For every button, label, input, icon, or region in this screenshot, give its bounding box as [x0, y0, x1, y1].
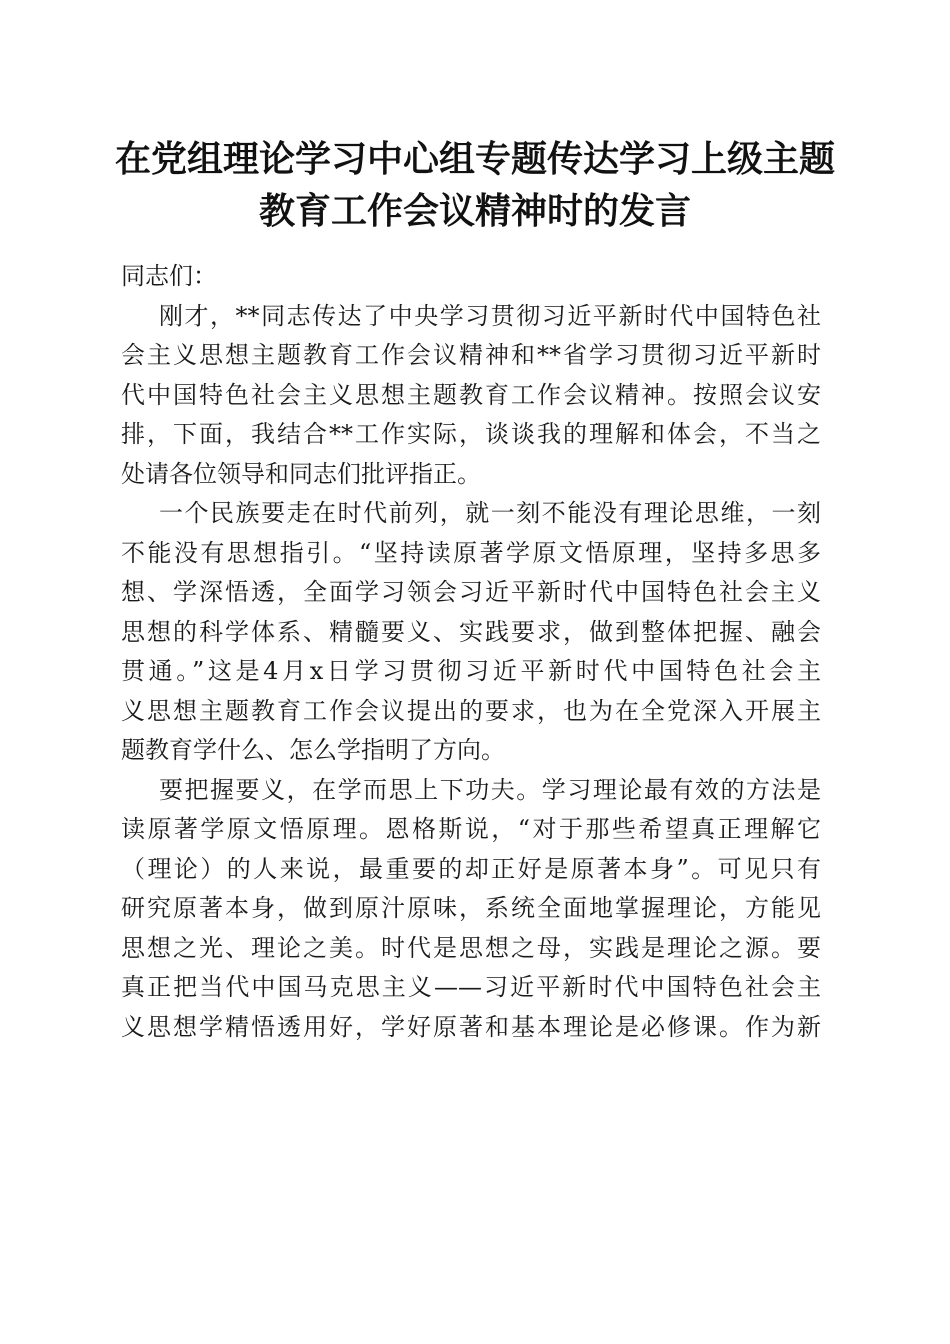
paragraph-line: 代中国特色社会主义思想主题教育工作会议精神。按照会议安	[121, 380, 821, 409]
title-line-1: 在党组理论学习中心组专题传达学习上级主题	[114, 138, 835, 180]
paragraph-line: 义思想主题教育工作会议提出的要求，也为在全党深入开展主	[121, 696, 821, 725]
paragraph-line: 研究原著本身，做到原汁原味，系统全面地掌握理论，方能见	[121, 894, 821, 922]
paragraph-line: 读原著学原文悟原理。恩格斯说，“对于那些希望真正理解它	[121, 815, 821, 843]
paragraph-line: 思想之光、理论之美。时代是思想之母，实践是理论之源。要	[121, 933, 821, 962]
title-line-2: 教育工作会议精神时的发言	[258, 190, 691, 232]
paragraph-line: 一个民族要走在时代前列，就一刻不能没有理论思维，一刻	[159, 499, 821, 527]
paragraph-2	[121, 494, 821, 771]
paragraph-line: 会主义思想主题教育工作会议精神和**省学习贯彻习近平新时	[121, 341, 821, 369]
paragraph-line: 义思想学精悟透用好，学好原著和基本理论是必修课。作为新	[121, 1012, 821, 1041]
paragraph-line: 处请各位领导和同志们批评指正。	[121, 459, 481, 488]
paragraph-line: 排，下面，我结合**工作实际，谈谈我的理解和体会，不当之	[121, 420, 821, 448]
paragraph-line: 思想的科学体系、精髓要义、实践要求，做到整体把握、融会	[121, 617, 821, 646]
document-title	[100, 133, 850, 237]
paragraph-line: 题教育学什么、怎么学指明了方向。	[121, 736, 505, 764]
salutation: 同志们：	[121, 262, 217, 290]
document-body	[121, 257, 821, 1047]
paragraph-line: 想、学深悟透，全面学习领会习近平新时代中国特色社会主义	[121, 578, 821, 606]
paragraph-1	[121, 297, 821, 495]
paragraph-line: 要把握要义，在学而思上下功夫。学习理论最有效的方法是	[159, 775, 821, 804]
paragraph-line: （理论）的人来说，最重要的却正好是原著本身”。可见只有	[121, 854, 821, 883]
paragraph-3	[121, 771, 821, 1048]
paragraph-line: 不能没有思想指引。“坚持读原著学原文悟原理，坚持多思多	[121, 538, 821, 567]
paragraph-line: 贯通。”这是4月x日学习贯彻习近平新时代中国特色社会主	[121, 657, 821, 685]
paragraph-line: 真正把当代中国马克思主义——习近平新时代中国特色社会主	[121, 973, 821, 1001]
paragraph-line: 刚才，**同志传达了中央学习贯彻习近平新时代中国特色社	[159, 301, 821, 330]
